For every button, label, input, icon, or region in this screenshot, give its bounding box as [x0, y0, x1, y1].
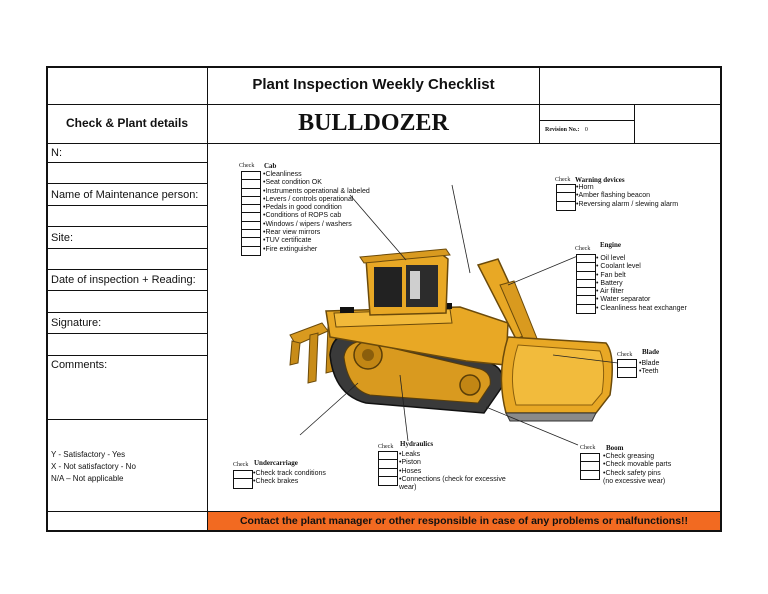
checkbox[interactable] [379, 452, 397, 460]
checkbox[interactable] [242, 222, 260, 230]
list-item: • Water separator [596, 296, 651, 304]
field-label-maintenance-person: Name of Maintenance person: [51, 189, 199, 201]
checkbox[interactable] [242, 247, 260, 255]
row-line [46, 511, 208, 512]
checkbox[interactable] [557, 202, 575, 210]
header-bottom-line [46, 143, 722, 144]
row-line [46, 183, 208, 184]
header-right-divider [539, 66, 540, 144]
checkbox[interactable] [242, 230, 260, 238]
engine-checkboxes[interactable] [576, 254, 596, 314]
legend [51, 449, 136, 485]
list-item: •Horn [576, 184, 594, 191]
checkbox[interactable] [557, 185, 575, 193]
list-item: •Check safety pins [603, 469, 661, 477]
list-item: • Air filter [596, 288, 624, 296]
checkbox[interactable] [577, 272, 595, 280]
comments-input[interactable] [47, 372, 207, 418]
list-item: • Fan belt [596, 271, 626, 279]
machine-type: BULLDOZER [298, 110, 449, 136]
list-item: •Amber flashing beacon [576, 192, 651, 200]
hydraulics-check-label: Check [378, 444, 394, 450]
list-item: •Blade [639, 360, 660, 367]
list-item: •Windows / wipers / washers [263, 220, 352, 228]
checkbox[interactable] [234, 479, 252, 487]
checkbox[interactable] [581, 462, 599, 470]
row-line [46, 269, 208, 270]
checkbox[interactable] [581, 454, 599, 462]
n-input[interactable] [47, 163, 207, 183]
warning-check-label: Check [555, 177, 571, 183]
undercarriage-items [253, 470, 326, 487]
row-line [46, 355, 208, 356]
site-input[interactable] [47, 249, 207, 269]
list-item: • Cleanliness heat exchanger [596, 304, 687, 312]
hydraulics-section-title: Hydraulics [400, 440, 434, 448]
list-item: •Leaks [399, 451, 421, 458]
checkbox[interactable] [234, 471, 252, 479]
list-item: •TUV certificate [263, 237, 312, 245]
revision-top-line [539, 120, 635, 121]
field-label-comments: Comments: [51, 359, 108, 371]
boom-check-label: Check [580, 445, 596, 451]
hydraulics-checkboxes[interactable] [378, 451, 398, 486]
list-item: •Rear view mirrors [263, 229, 321, 237]
blade-check-label: Check [617, 352, 633, 358]
legend-no: X - Not satisfactory - No [51, 462, 136, 471]
checkbox[interactable] [557, 193, 575, 201]
checkbox[interactable] [577, 263, 595, 271]
list-item: •Instruments operational & labeled [263, 187, 370, 195]
list-item: •Reversing alarm / slewing alarm [576, 200, 679, 208]
list-item: •Piston [399, 459, 421, 467]
boom-checkboxes[interactable] [580, 453, 600, 480]
row-line [46, 312, 208, 313]
cab-checkboxes[interactable] [241, 171, 261, 256]
warning-checkboxes[interactable] [556, 184, 576, 211]
boom-section-title: Boom [606, 444, 624, 452]
list-item: •Check brakes [253, 478, 299, 486]
checkbox[interactable] [577, 305, 595, 313]
field-label-site: Site: [51, 232, 74, 244]
checkbox[interactable] [242, 189, 260, 197]
list-item: • Coolant level [596, 263, 641, 271]
legend-yes: Y - Satisfactory - Yes [51, 450, 126, 459]
signature-input[interactable] [47, 334, 207, 354]
blade-items [639, 360, 659, 377]
boom-items [603, 453, 671, 486]
revision-field[interactable] [545, 127, 588, 133]
list-item: •Check greasing [603, 453, 655, 460]
checkbox[interactable] [379, 460, 397, 468]
revision-value: 0 [584, 127, 588, 133]
checkbox[interactable] [577, 288, 595, 296]
engine-check-label: Check [575, 246, 591, 252]
undercarriage-section-title: Undercarriage [254, 459, 298, 467]
checkbox[interactable] [242, 205, 260, 213]
list-item: •Pedals in good condition [263, 204, 342, 212]
checkbox[interactable] [618, 360, 636, 368]
list-item: wear) [399, 484, 417, 492]
footer-top-line [208, 511, 720, 512]
field-label-date: Date of inspection + Reading: [51, 274, 196, 286]
field-label-signature: Signature: [51, 317, 102, 329]
hydraulics-items [399, 451, 506, 492]
warning-section-title: Warning devices [575, 176, 625, 184]
warning-items [576, 184, 678, 209]
list-item: •Check movable parts [603, 461, 672, 469]
undercarriage-checkboxes[interactable] [233, 470, 253, 489]
row-line [46, 226, 208, 227]
check-plant-details-label: Check & Plant details [65, 116, 189, 130]
checkbox[interactable] [242, 180, 260, 188]
checkbox[interactable] [577, 255, 595, 263]
list-item: •Connections (check for excessive [399, 475, 506, 483]
checkbox[interactable] [242, 238, 260, 246]
list-item: •Seat condition OK [263, 179, 322, 187]
row-line [46, 419, 208, 420]
checkbox[interactable] [242, 213, 260, 221]
revision-label: Revision No.: [545, 127, 580, 133]
blade-section-title: Blade [642, 348, 660, 356]
revision-divider [634, 105, 635, 144]
cab-section-title: Cab [264, 162, 277, 170]
contact-banner: Contact the plant manager or other responsible in case of any problems or malfunctions!! [208, 512, 720, 530]
list-item: •Levers / controls operational [263, 195, 354, 203]
field-label-n: N: [51, 147, 62, 159]
checkbox[interactable] [577, 280, 595, 288]
list-item: (no excessive wear) [603, 477, 666, 485]
list-item: •Cleanliness [263, 171, 302, 178]
undercarriage-check-label: Check [233, 462, 249, 468]
list-item: •Teeth [639, 368, 659, 376]
list-item: • Battery [596, 279, 623, 287]
list-item: •Check track conditions [253, 470, 326, 477]
checkbox[interactable] [577, 296, 595, 304]
header-divider [46, 104, 722, 105]
cab-items [263, 171, 370, 254]
checkbox[interactable] [379, 477, 397, 485]
cab-check-label: Check [239, 163, 255, 169]
list-item: •Fire extinguisher [263, 245, 318, 253]
list-item: •Conditions of ROPS cab [263, 212, 342, 220]
checkbox[interactable] [581, 471, 599, 479]
date-input[interactable] [47, 291, 207, 311]
checkbox[interactable] [242, 197, 260, 205]
list-item: • Oil level [596, 255, 626, 262]
checkbox[interactable] [618, 368, 636, 376]
engine-items [596, 255, 687, 313]
maintenance-person-input[interactable] [47, 206, 207, 226]
checkbox[interactable] [242, 172, 260, 180]
engine-section-title: Engine [600, 241, 622, 249]
legend-na: N/A – Not applicable [51, 474, 124, 483]
checkbox[interactable] [379, 469, 397, 477]
list-item: •Hoses [399, 467, 422, 475]
blade-checkboxes[interactable] [617, 359, 637, 378]
page-title: Plant Inspection Weekly Checklist [252, 76, 495, 93]
